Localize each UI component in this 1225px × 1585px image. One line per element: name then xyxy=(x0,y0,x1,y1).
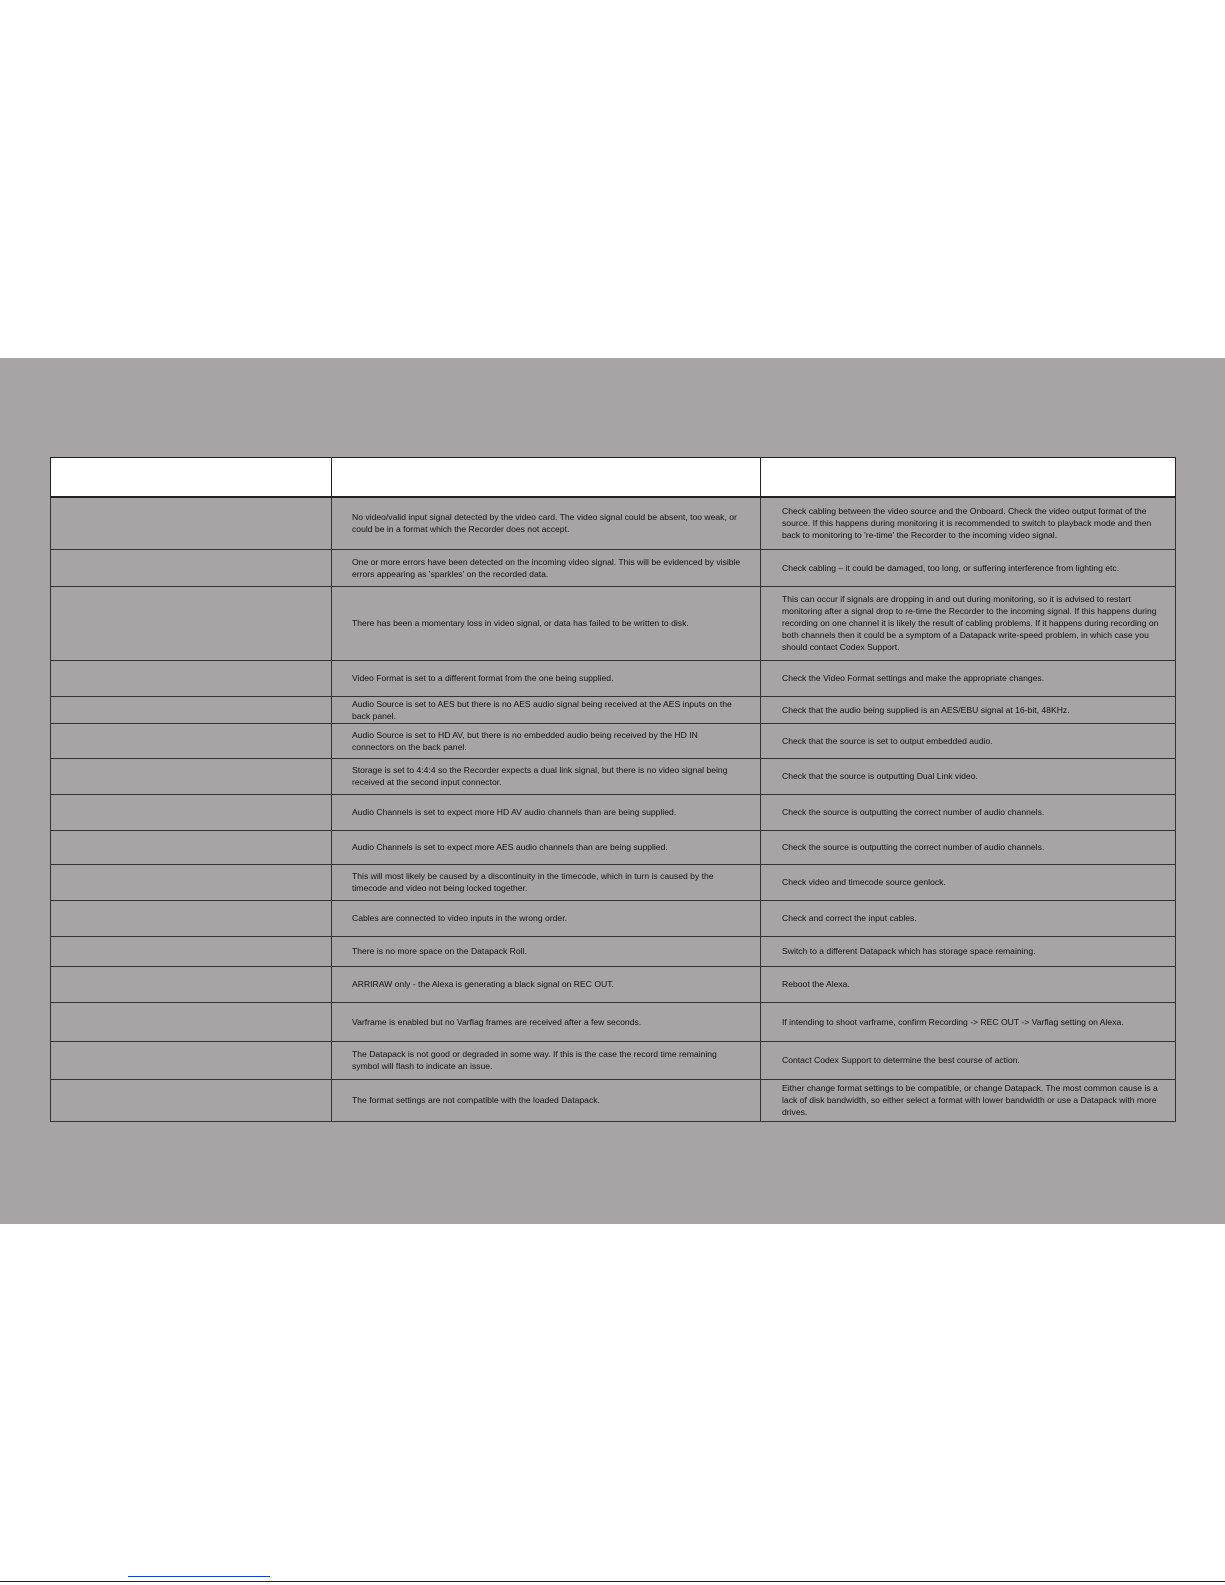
header-solution xyxy=(761,458,1176,498)
row-message xyxy=(51,936,332,966)
table-header-row xyxy=(51,458,1176,498)
row-cause: Audio Channels is set to expect more AES audio channels than are being supplied. xyxy=(332,830,761,864)
row-solution: Check that the source is outputting Dual Link video. xyxy=(761,758,1176,794)
row-cause: Varframe is enabled but no Varflag frames are received after a few seconds. xyxy=(332,1002,761,1041)
row-message xyxy=(51,1079,332,1121)
table-row xyxy=(51,1002,1176,1041)
table-row xyxy=(51,794,1176,830)
row-cause: There has been a momentary loss in video signal, or data has failed to be written to disk. xyxy=(332,586,761,660)
row-solution: Check cabling – it could be damaged, too long, or suffering interference from lighting etc. xyxy=(761,549,1176,586)
row-solution: Check the source is outputting the correct number of audio channels. xyxy=(761,794,1176,830)
table-row xyxy=(51,696,1176,723)
footer-link-underline[interactable] xyxy=(128,1576,270,1577)
row-solution: Check video and timecode source genlock. xyxy=(761,864,1176,900)
row-cause: Storage is set to 4:4:4 so the Recorder expects a dual link signal, but there is no video signal being received at the second input connector. xyxy=(332,758,761,794)
row-cause: This will most likely be caused by a discontinuity in the timecode, which in turn is caused by the timecode and video not being locked together. xyxy=(332,864,761,900)
row-solution: Check that the audio being supplied is an AES/EBU signal at 16-bit, 48KHz. xyxy=(761,696,1176,723)
row-solution: Switch to a different Datapack which has storage space remaining. xyxy=(761,936,1176,966)
row-cause: There is no more space on the Datapack Roll. xyxy=(332,936,761,966)
table-row xyxy=(51,758,1176,794)
table-row xyxy=(51,586,1176,660)
row-solution: Check that the source is set to output embedded audio. xyxy=(761,723,1176,758)
table-row xyxy=(51,1079,1176,1121)
troubleshooting-table xyxy=(50,457,1176,1122)
row-cause: ARRIRAW only - the Alexa is generating a black signal on REC OUT. xyxy=(332,966,761,1002)
header-cause xyxy=(332,458,761,498)
row-message xyxy=(51,758,332,794)
row-solution: Check the Video Format settings and make the appropriate changes. xyxy=(761,660,1176,696)
row-solution: Contact Codex Support to determine the best course of action. xyxy=(761,1041,1176,1079)
table-row xyxy=(51,549,1176,586)
row-solution: Check cabling between the video source and the Onboard. Check the video output format of the source. If this happens during monitoring it is recommended to switch to playback mode and then back to monitoring to 're-time' the Recorder to the incoming video signal. xyxy=(761,497,1176,549)
table-row xyxy=(51,830,1176,864)
row-solution: This can occur if signals are dropping in and out during monitoring, so it is advised to restart monitoring after a signal drop to re-time the Recorder to the incoming signal. If this happens during recording on one channel it is likely the result of cabling problems. If it happens during recording on both channels then it could be a symptom of a Datapack write-speed problem, in which case you should contact Codex Support. xyxy=(761,586,1176,660)
table-row xyxy=(51,936,1176,966)
row-cause: Audio Source is set to AES but there is no AES audio signal being received at the AES inputs on the back panel. xyxy=(332,696,761,723)
row-message xyxy=(51,830,332,864)
row-message xyxy=(51,1002,332,1041)
table-row xyxy=(51,1041,1176,1079)
row-message xyxy=(51,660,332,696)
row-cause: Video Format is set to a different format from the one being supplied. xyxy=(332,660,761,696)
row-message xyxy=(51,794,332,830)
row-message xyxy=(51,497,332,549)
table-row xyxy=(51,660,1176,696)
row-message xyxy=(51,549,332,586)
table-row xyxy=(51,864,1176,900)
row-solution: Either change format settings to be compatible, or change Datapack. The most common cause is a lack of disk bandwidth, so either select a format with lower bandwidth or use a Datapack with more drives. xyxy=(761,1079,1176,1121)
row-message xyxy=(51,900,332,936)
row-message xyxy=(51,696,332,723)
row-message xyxy=(51,586,332,660)
table-row xyxy=(51,723,1176,758)
row-solution: If intending to shoot varframe, confirm Recording -> REC OUT -> Varflag setting on Alexa. xyxy=(761,1002,1176,1041)
row-cause: Audio Channels is set to expect more HD AV audio channels than are being supplied. xyxy=(332,794,761,830)
footer-divider xyxy=(0,1581,1225,1582)
row-cause: Audio Source is set to HD AV, but there is no embedded audio being received by the HD IN connectors on the back panel. xyxy=(332,723,761,758)
row-cause: No video/valid input signal detected by the video card. The video signal could be absent, too weak, or could be in a format which the Recorder does not accept. xyxy=(332,497,761,549)
row-solution: Check and correct the input cables. xyxy=(761,900,1176,936)
row-cause: Cables are connected to video inputs in the wrong order. xyxy=(332,900,761,936)
row-message xyxy=(51,1041,332,1079)
header-message xyxy=(51,458,332,498)
row-message xyxy=(51,723,332,758)
row-message xyxy=(51,864,332,900)
row-cause: The Datapack is not good or degraded in some way. If this is the case the record time remaining symbol will flash to indicate an issue. xyxy=(332,1041,761,1079)
row-solution: Check the source is outputting the correct number of audio channels. xyxy=(761,830,1176,864)
table-row xyxy=(51,900,1176,936)
table-row xyxy=(51,497,1176,549)
row-cause: The format settings are not compatible with the loaded Datapack. xyxy=(332,1079,761,1121)
row-message xyxy=(51,966,332,1002)
row-cause: One or more errors have been detected on the incoming video signal. This will be evidenced by visible errors appearing as 'sparkles' on the recorded data. xyxy=(332,549,761,586)
table-row xyxy=(51,966,1176,1002)
row-solution: Reboot the Alexa. xyxy=(761,966,1176,1002)
